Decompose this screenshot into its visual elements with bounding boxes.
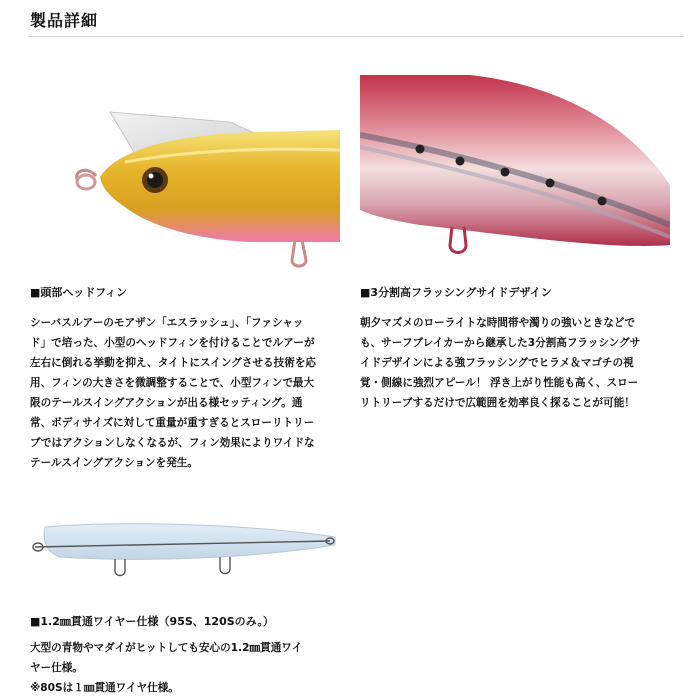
title-divider xyxy=(28,36,684,37)
page-title: 製品詳細 xyxy=(30,11,99,30)
head-fin-description: シーバスルアーのモアザン「エスラッシュ」、「ファシャッ ド」で培った、小型のヘッドフィンを付けることでルアーが 左右に倒れる挙動を抑え、タイトにスイングさせる技術を応 用、フィンの大きさを微調整することで、小型フィンで最大 限のテールスイングアクションが出る様セッティング。通 常、ボディサイズに対して重量が重すぎるとスローリトリー ブではアクションしなくなるが、フィン効果によりワイドな テールスイングアクションを発生。 xyxy=(30,317,317,469)
side-design-heading: ■3分割高フラッシングサイドデザイン xyxy=(360,286,552,299)
through-wire-description: 大型の青物やマダイがヒットしても安心の1.2㎜貫通ワイ ヤー仕様。 ※80Sは１㎜貫通ワイヤ仕様。 xyxy=(30,642,303,694)
through-wire-heading: ■1.2㎜貫通ワイヤー仕様（95S、120Sのみ。） xyxy=(30,615,274,628)
side-design-photo xyxy=(360,75,670,275)
head-fin-heading: ■頭部ヘッドフィン xyxy=(30,286,128,299)
through-wire-photo xyxy=(30,515,340,585)
head-fin-photo xyxy=(30,92,340,277)
side-design-description: 朝夕マズメのローライトな時間帯や濁りの強いときなどで も、サーフブレイカーから継承した3分割高フラッシングサ イドデザインによる強フラッシングでヒラメ＆マゴチの視 覚・側線に強烈アピール！ 浮き上がり性能も高く、スロー リトリーブするだけで広範囲を効率良く探ることが可能！ xyxy=(360,317,641,409)
